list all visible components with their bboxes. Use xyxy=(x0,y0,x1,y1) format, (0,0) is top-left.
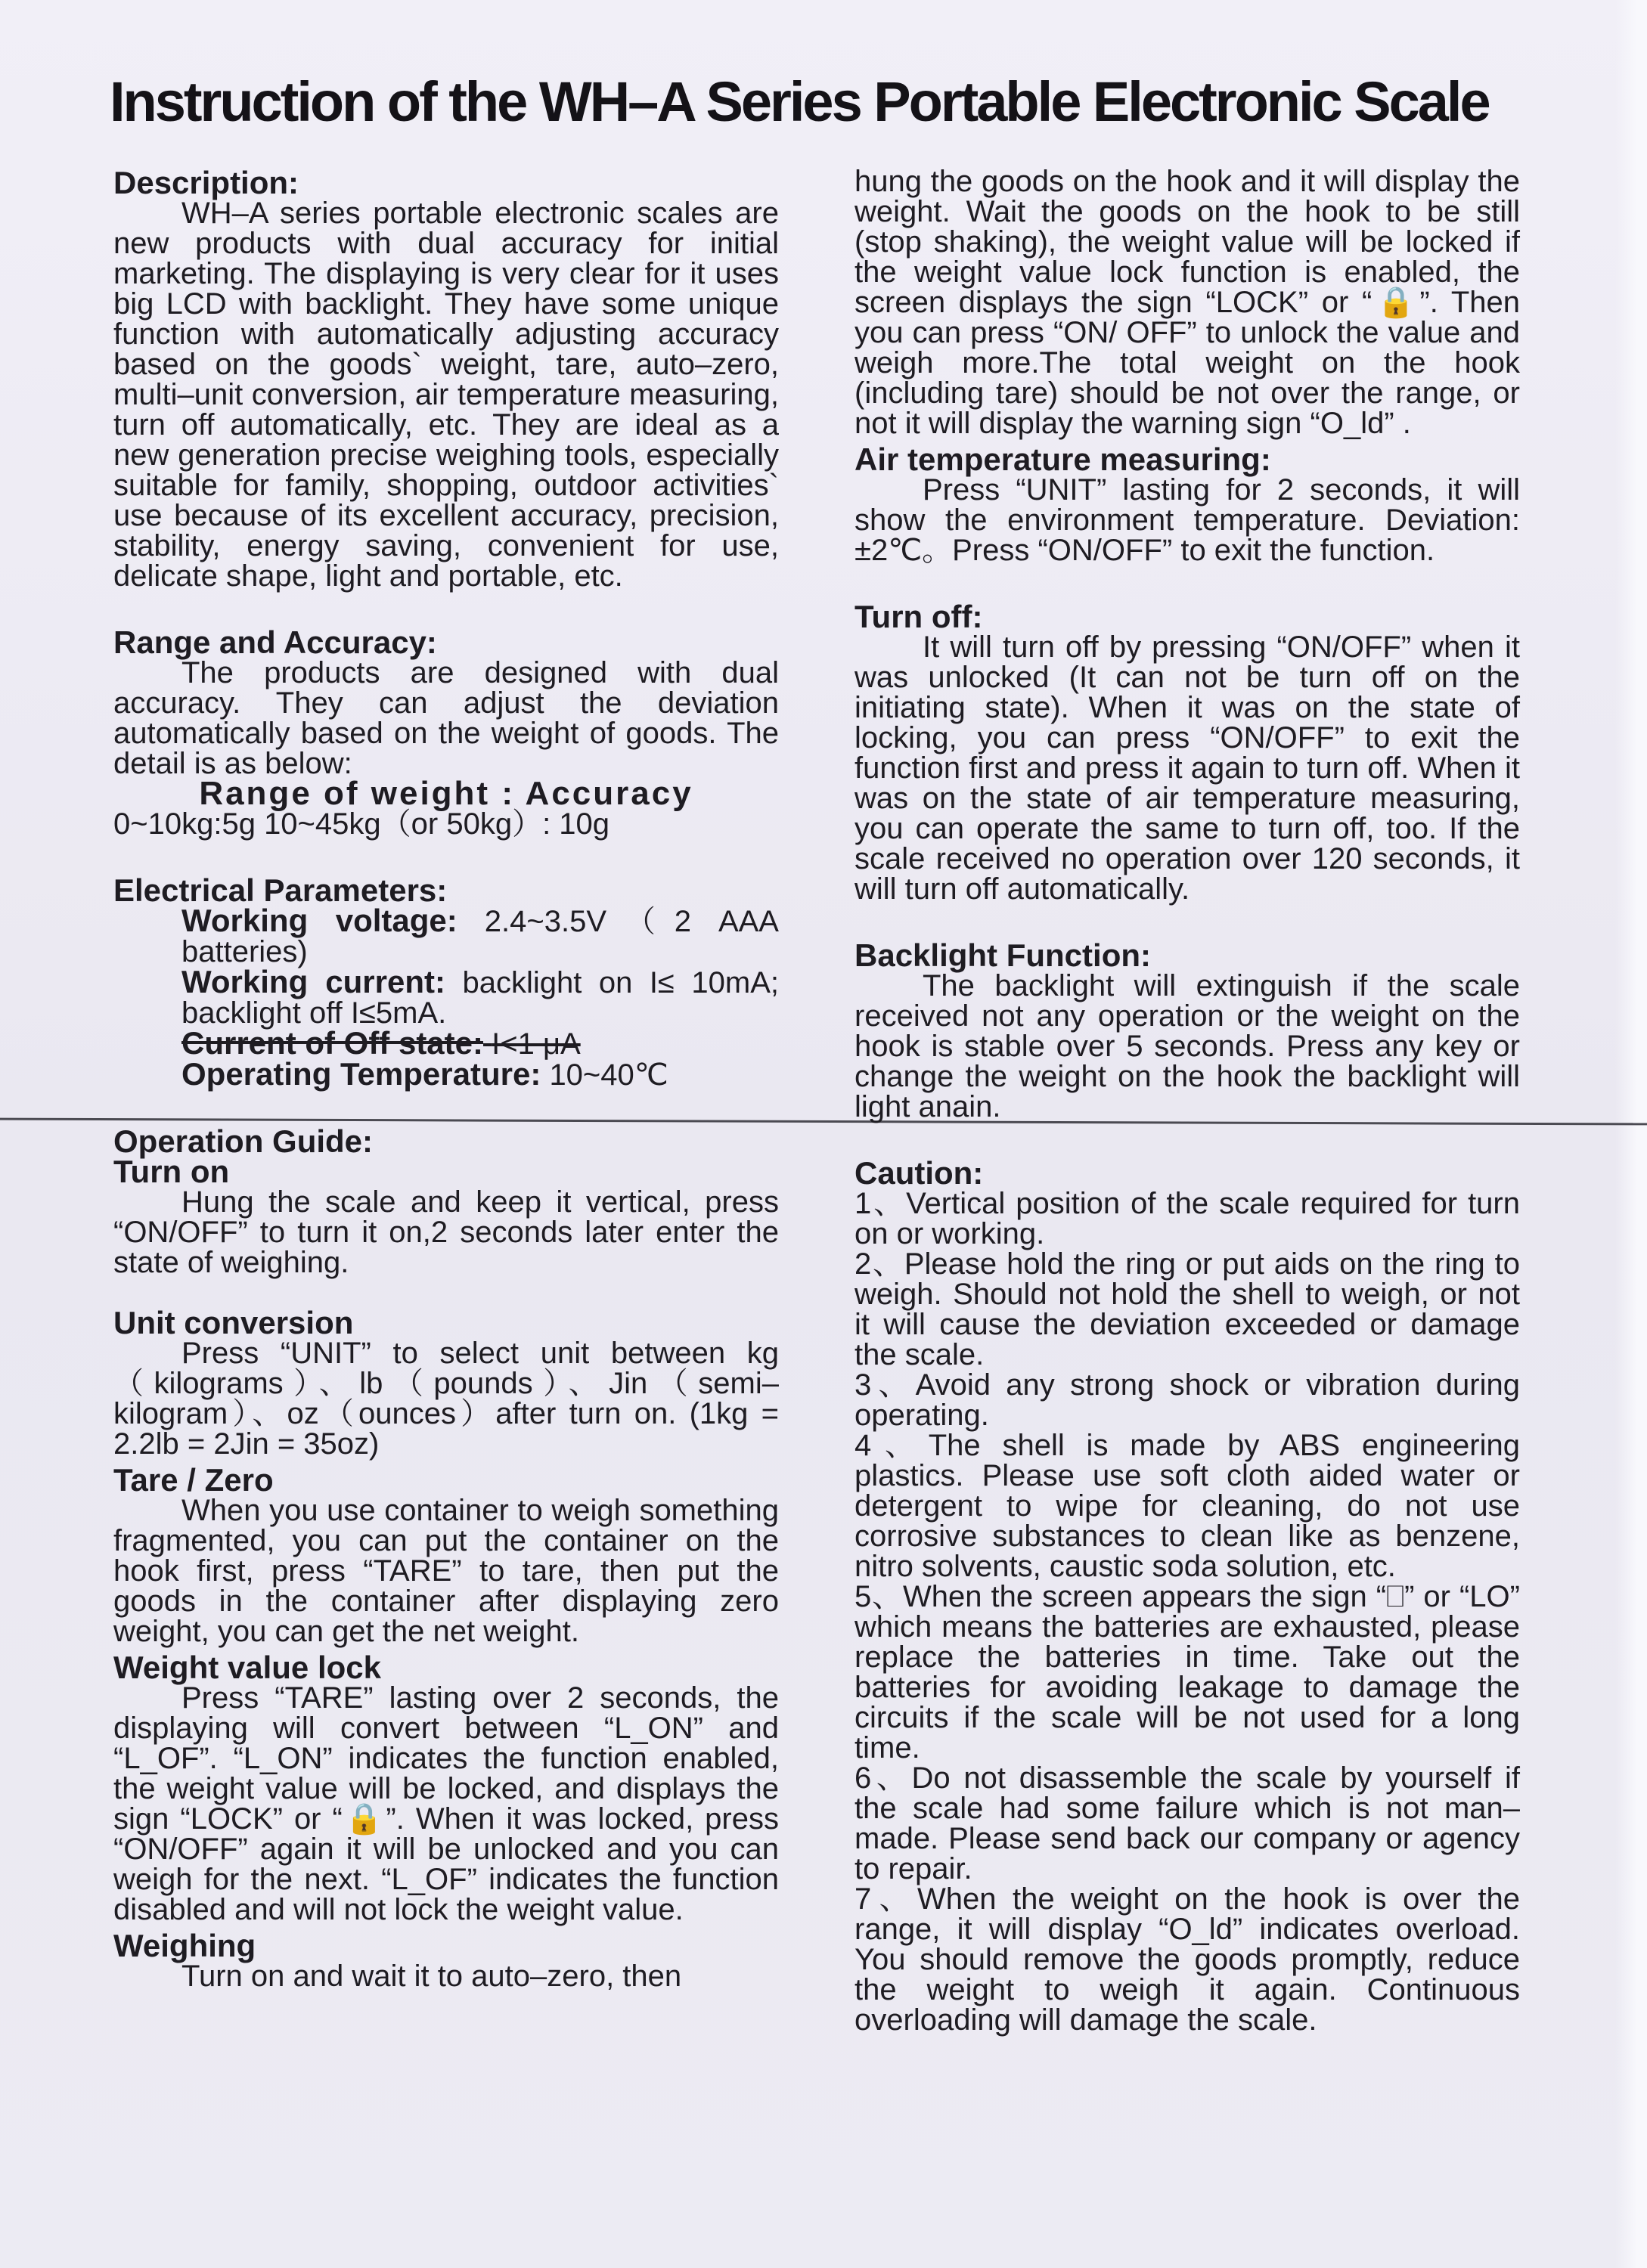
voltage-value: 2.4~3.5V（2 AAA batteries) xyxy=(181,905,779,968)
air-temperature-text: Press “UNIT” lasting for 2 seconds, it will show the environment temperature. Deviation: ±2℃。Press “ON/OFF” to exit the function. xyxy=(855,473,1520,567)
caution-item: 3、Avoid any strong shock or vibration during operating. xyxy=(855,1368,1520,1432)
air-temperature-section xyxy=(855,442,1520,567)
lock-text: Press “TARE” lasting over 2 seconds, the displaying will convert between “L_ON” and “L_OF”. “L_ON” indicates the function enabled, the weight value will be locked, and displays the sign “LOCK” or “🔒”. When it was locked, press “ON/OFF” again it will be unlocked and you can weigh for the next. “L_OF” indicates the function disabled and will not lock the weight value. xyxy=(113,1681,779,1926)
off-current-value: I<1 μA xyxy=(492,1027,581,1061)
tare-heading: Tare / Zero xyxy=(113,1462,274,1498)
off-current-param xyxy=(113,1025,779,1061)
description-heading: Description: xyxy=(113,165,299,200)
current-value: backlight on I≤ 10mA; backlight off I≤5mA. xyxy=(181,966,779,1030)
turn-off-section xyxy=(855,599,1520,906)
tare-section xyxy=(113,1462,779,1648)
temperature-label: Operating Temperature: xyxy=(181,1056,541,1092)
caution-item: 4、The shell is made by ABS engineering plastics. Please use soft cloth aided water or detergent to wipe for cleaning, do not use corrosive substances to clean like as benzene, nitro solvents, caustic soda solution, etc. xyxy=(855,1429,1520,1583)
voltage-label: Working voltage: xyxy=(181,903,458,938)
left-column xyxy=(113,165,779,1997)
turn-off-heading: Turn off: xyxy=(855,599,983,634)
weighing-heading: Weighing xyxy=(113,1928,256,1963)
weighing-section xyxy=(113,1928,779,1993)
lock-heading: Weight value lock xyxy=(113,1650,381,1685)
weighing-continued-section xyxy=(855,166,1520,438)
caution-section xyxy=(855,1155,1520,2037)
description-text: WH–A series portable electronic scales are new products with dual accuracy for initial marketing. The displaying is very clear for it uses big LCD with backlight. They have some unique function with automatically adjusting accuracy based on the goods` weight, tare, auto–zero, multi–unit conversion, air temperature measuring, turn off automatically, etc. They are ideal as a new generation precise weighing tools, especially suitable for family, shopping, outdoor activities` use because of its excellent accuracy, precision, stability, energy saving, convenient for use, delicate shape, light and portable, etc. xyxy=(113,197,779,593)
range-heading: Range and Accuracy: xyxy=(113,624,437,660)
electrical-section xyxy=(113,872,779,1092)
current-label: Working current: xyxy=(181,964,445,999)
paper-edge xyxy=(1615,0,1647,2268)
unit-heading: Unit conversion xyxy=(113,1305,354,1340)
caution-item: 7、When the weight on the hook is over the range, it will display “O_ld” indicates overload. You should remove the goods promptly, reduce the weight to weigh it again. Continuous overloading will damage the scale. xyxy=(855,1882,1520,2037)
page-title: Instruction of the WH–A Series Portable Electronic Scale xyxy=(110,70,1489,133)
turn-on-text: Hung the scale and keep it vertical, press “ON/OFF” to turn it on,2 seconds later enter the state of weighing. xyxy=(113,1185,779,1279)
backlight-text: The backlight will extinguish if the scale received not any operation or the weight on the hook is stable over 5 seconds. Press any key or change the weight on the hook the backlight will light anain. xyxy=(855,969,1520,1123)
temperature-value: 10~40℃ xyxy=(549,1058,668,1092)
turn-on-heading: Turn on xyxy=(113,1154,230,1189)
caution-item: 2、Please hold the ring or put aids on the ring to weigh. Should not hold the shell to weigh, or not it will cause the deviation exceeded or damage the scale. xyxy=(855,1247,1520,1371)
unit-section xyxy=(113,1305,779,1461)
operation-heading: Operation Guide: xyxy=(113,1123,374,1159)
off-current-label: Current of Off state: xyxy=(181,1025,483,1061)
weighing-text: Turn on and wait it to auto–zero, then xyxy=(181,1960,682,1993)
range-table-row: 0~10kg:5g 10~45kg（or 50kg）: 10g xyxy=(113,807,610,841)
backlight-heading: Backlight Function: xyxy=(855,937,1151,973)
range-section xyxy=(113,624,779,841)
caution-item: 5、When the screen appears the sign “⎕” or “LO” which means the batteries are exhausted, please replace the batteries in time. Take out the batteries for avoiding leakage to damage the circuits if the scale will be not used for a long time. xyxy=(855,1580,1520,1765)
lock-section xyxy=(113,1650,779,1926)
current-param xyxy=(113,964,779,1030)
turn-off-text: It will turn off by pressing “ON/OFF” when it was unlocked (It can not be turn off on the initiating state). When it was on the state of locking, you can press “ON/OFF” to exit the function first and press it again to turn off. When it was on the state of air temperature measuring, you can operate the same to turn off, too. If the scale received no operation over 120 seconds, it will turn off automatically. xyxy=(855,631,1520,906)
right-column xyxy=(855,166,1520,2071)
operation-section xyxy=(113,1123,779,1279)
backlight-section xyxy=(855,937,1520,1123)
tare-text: When you use container to weigh something fragmented, you can put the container on the hook first, press “TARE” to tare, then put the goods in the container after displaying zero weight, you can get the net weight. xyxy=(113,1494,779,1648)
unit-text: Press “UNIT” to select unit between kg（kilograms）、lb（pounds）、Jin（semi–kilogram）、oz（ounces）after turn on. (1kg = 2.2lb = 2Jin = 35oz) xyxy=(113,1337,779,1461)
caution-heading: Caution: xyxy=(855,1155,984,1191)
range-text: The products are designed with dual accuracy. They can adjust the deviation automatically based on the weight of goods. The detail is as below: xyxy=(113,656,779,780)
caution-item: 6、Do not disassemble the scale by yourself if the scale had some failure which is not man–made. Please send back our company or agency to repair. xyxy=(855,1761,1520,1885)
weighing-continued-text: hung the goods on the hook and it will display the weight. Wait the goods on the hook to be still (stop shaking), the weight value will be locked if the weight value lock function is enabled, the screen displays the sign “LOCK” or “🔒”. Then you can press “ON/ OFF” to unlock the value and weigh more.The total weight on the hook (including tare) should be not over the range, or not it will display the warning sign “O_ld” . xyxy=(855,165,1520,440)
electrical-heading: Electrical Parameters: xyxy=(113,872,448,908)
voltage-param xyxy=(113,903,779,968)
caution-item: 1、Vertical position of the scale required for turn on or working. xyxy=(855,1187,1520,1250)
range-table-header: Range of weight : Accuracy xyxy=(199,775,693,812)
description-section xyxy=(113,165,779,593)
temperature-param xyxy=(113,1056,779,1092)
air-temperature-heading: Air temperature measuring: xyxy=(855,442,1271,477)
